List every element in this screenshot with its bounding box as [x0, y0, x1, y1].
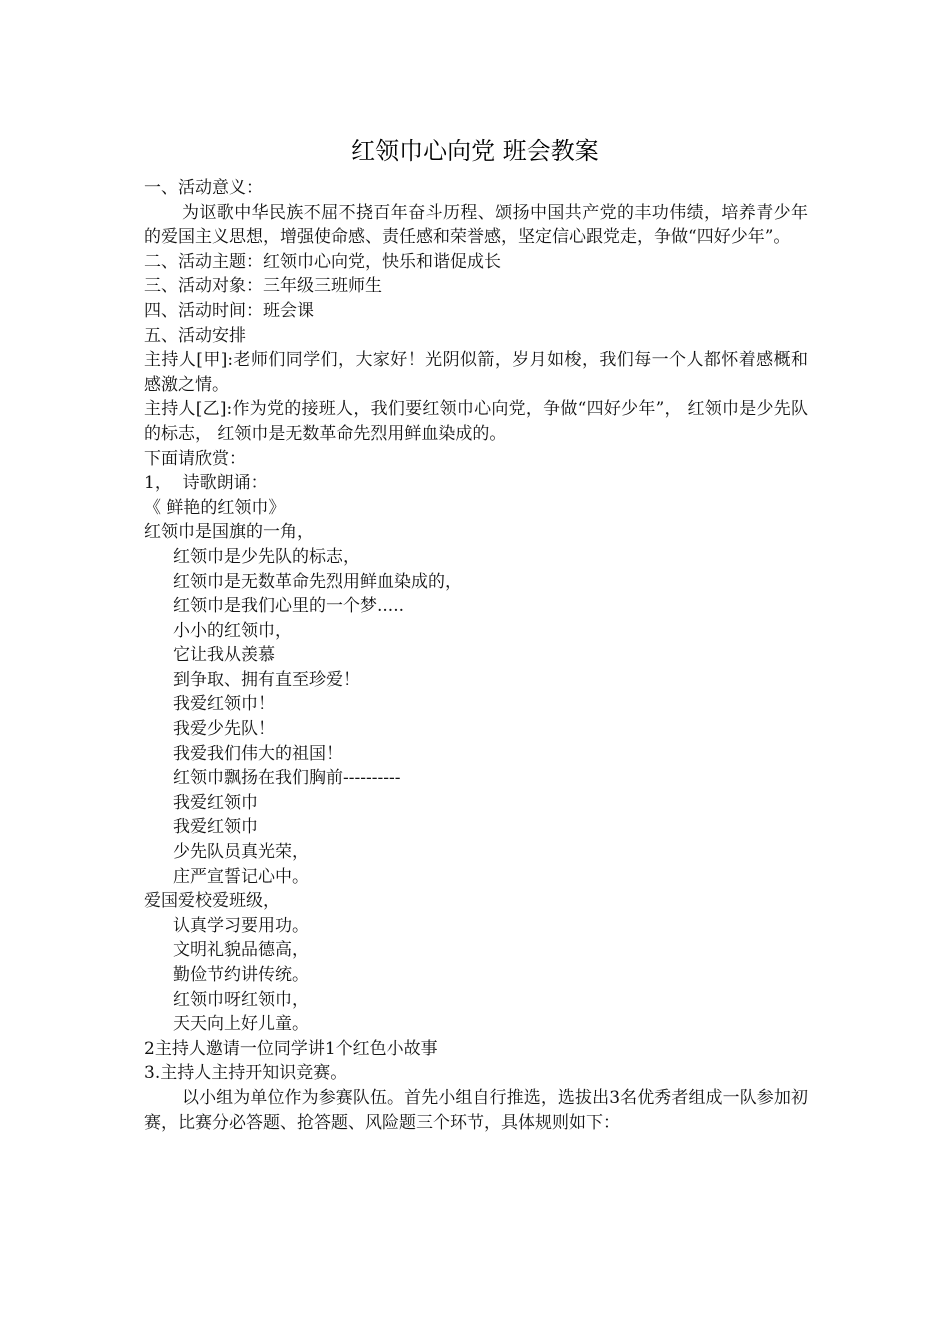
section-theme: 二、活动主题：红领巾心向党，快乐和谐促成长 [144, 251, 501, 272]
poem-line: 认真学习要用功。 [173, 915, 309, 936]
contest-paragraph: 以小组为单位作为参赛队伍。首先小组自行推选，选拔出3名优秀者组成一队参加初赛，比赛分必答题、抢答题、风险题三个环节，具体规则如下： [144, 1087, 808, 1133]
poem-line: 爱国爱校爱班级， [144, 891, 280, 912]
poem-line: 天天向上好儿童。 [173, 1014, 309, 1035]
host-a-paragraph: 主持人[甲]:老师们同学们，大家好！光阴似箭，岁月如梭，我们每一个人都怀着感概和感激之情。 [144, 350, 808, 395]
significance-paragraph: 为讴歌中华民族不屈不挠百年奋斗历程、颂扬中国共产党的丰功伟绩，培养青少年的爱国主义思想，增强使命感、责任感和荣誉感，坚定信心跟党走，争做“四好少年”。 [144, 202, 808, 248]
poem-stanza-1 [144, 545, 808, 889]
poem-line: 我爱红领巾 [173, 792, 258, 813]
poem-line: 红领巾是我们心里的一个梦..... [173, 596, 405, 617]
poem-line: 我爱红领巾 [173, 817, 258, 838]
appreciate-line: 下面请欣赏： [144, 448, 246, 469]
poem-line: 红领巾呀红领巾， [173, 989, 309, 1010]
poem-line: 勤俭节约讲传统。 [173, 965, 309, 985]
document-body [144, 176, 808, 1135]
document-title: 红领巾心向党 班会教案 [351, 137, 599, 165]
poem-line: 红领巾是国旗的一角， [144, 522, 314, 543]
poem-line: 我爱我们伟大的祖国！ [173, 743, 343, 764]
poem-line: 它让我从羡慕 [173, 645, 275, 666]
section-audience: 三、活动对象：三年级三班师生 [144, 276, 382, 297]
poem-line: 红领巾飘扬在我们胸前---------- [173, 768, 401, 789]
poem-line: 小小的红领巾， [173, 620, 292, 641]
poem-line: 红领巾是无数革命先烈用鲜血染成的， [173, 571, 462, 592]
item-3-quiz: 3.主持人主持开知识竞赛。 [144, 1063, 348, 1084]
poem-line: 少先队员真光荣， [173, 842, 309, 863]
item-2-red-story: 2主持人邀请一位同学讲1个红色小故事 [144, 1038, 438, 1059]
poem-stanza-2 [144, 914, 808, 1037]
poem-line: 红领巾是少先队的标志， [173, 546, 360, 567]
poem-line: 我爱红领巾！ [173, 694, 275, 715]
poem-line: 文明礼貌品德高， [173, 940, 309, 961]
poem-line: 庄严宣誓记心中。 [173, 866, 309, 887]
poem-title: 《 鲜艳的红领巾》 [144, 497, 286, 518]
section-heading-significance: 一、活动意义： [144, 178, 263, 198]
section-arrangement: 五、活动安排 [144, 325, 246, 346]
section-time: 四、活动时间：班会课 [144, 300, 314, 321]
item-1-poem-recital: 1， 诗歌朗诵： [144, 473, 268, 494]
host-b-paragraph: 主持人[乙]:作为党的接班人，我们要红领巾心向党，争做“四好少年”， 红领巾是少先队的标志， 红领巾是无数革命先烈用鲜血染成的。 [144, 399, 808, 444]
poem-line: 到争取、拥有直至珍爱！ [173, 669, 360, 690]
poem-line: 我爱少先队！ [173, 719, 275, 740]
